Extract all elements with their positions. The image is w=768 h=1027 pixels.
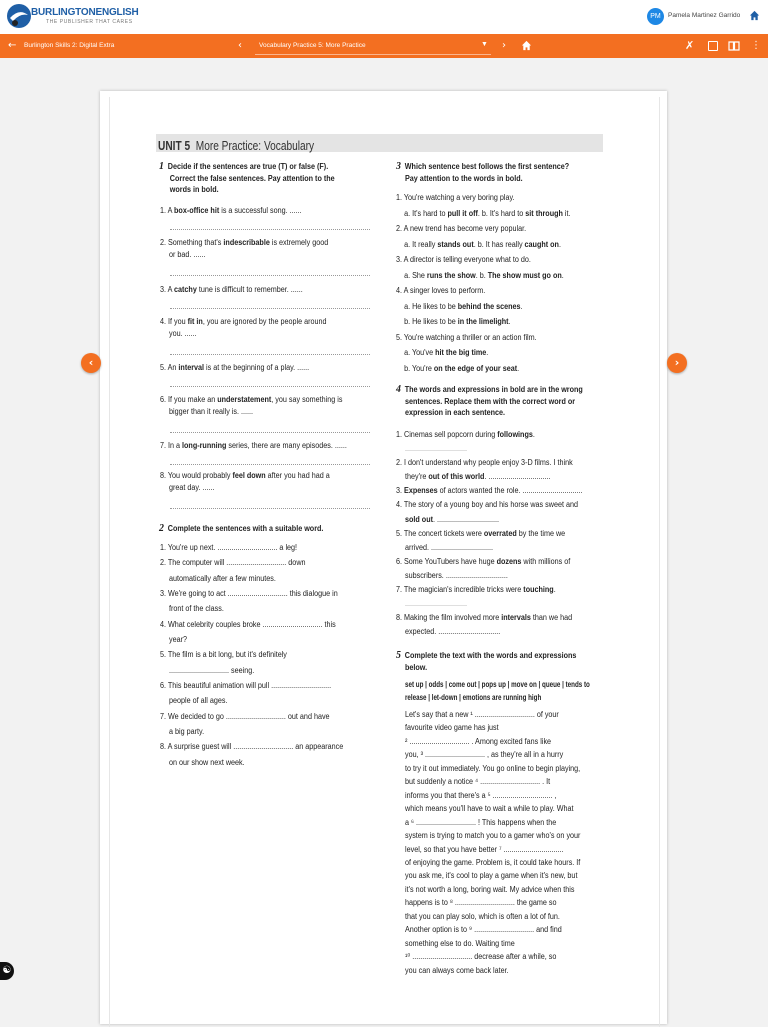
instruction-text: Which sentence best follows the first sentence? bbox=[404, 162, 570, 171]
text-span: something else to do. Waiting time bbox=[405, 938, 515, 948]
text-span: . ............................... bbox=[484, 472, 551, 482]
text-span: but suddenly a notice ⁴ .............................. . It bbox=[405, 777, 551, 787]
text-span: , you say something is bbox=[271, 395, 343, 404]
text-span: 3. A bbox=[160, 285, 175, 294]
text-span: . bbox=[520, 301, 523, 311]
accessibility-icon[interactable]: ☯ bbox=[0, 962, 14, 980]
text-span: . bbox=[553, 585, 556, 595]
text-span: you, ³ .............................. , as they're all in a hurry bbox=[405, 750, 564, 760]
word-bank bbox=[405, 679, 590, 705]
text-span: 4. The story of a young boy and his horse was sweet and bbox=[396, 500, 578, 510]
text-span: a. He likes to be bbox=[404, 301, 458, 311]
text-span: indescribable bbox=[223, 238, 270, 247]
text-span: 7. The magician's incredible tricks were bbox=[396, 585, 524, 595]
text-span: you. ...... bbox=[169, 328, 197, 338]
text-span: 1. A bbox=[160, 206, 175, 215]
text-span: out of this world bbox=[428, 472, 485, 482]
text-span: behind the scenes bbox=[457, 301, 521, 311]
text-span: is extremely good bbox=[269, 238, 329, 247]
instruction-text: Correct the false sentences. Pay attention to the bbox=[169, 173, 335, 183]
instruction-text: Complete the text with the words and expressions bbox=[404, 651, 577, 660]
section-1-item-5 bbox=[160, 362, 309, 374]
answer-line[interactable] bbox=[170, 275, 370, 276]
course-title[interactable]: Burlington Skills 2: Digital Extra bbox=[24, 42, 115, 49]
text-span: 7. We decided to go .............................. out and have bbox=[160, 711, 330, 721]
text-span: 5. The film is a bit long, but it's definitely bbox=[160, 650, 287, 660]
text-span: a. It's hard to bbox=[404, 208, 448, 218]
text-span bbox=[404, 209, 570, 218]
section-1-item-6 bbox=[160, 394, 342, 417]
text-span bbox=[405, 515, 499, 524]
text-span: favourite video game has just bbox=[405, 723, 499, 733]
text-span: a. She bbox=[404, 270, 427, 280]
text-span: you ask me, it's cool to play a game when it's new, but bbox=[405, 871, 578, 881]
instruction-text: Complete the sentences with a suitable word. bbox=[167, 524, 324, 533]
prev-page-button[interactable]: ‹ bbox=[81, 353, 101, 373]
text-span: on the edge of your seat bbox=[433, 363, 518, 373]
text-span: .............................. seeing. bbox=[169, 665, 255, 675]
text-span: long-running bbox=[182, 441, 227, 450]
answer-line[interactable] bbox=[170, 464, 370, 465]
section-1-item-8 bbox=[160, 470, 330, 493]
text-span: 4. If you bbox=[160, 317, 188, 326]
text-span bbox=[396, 585, 556, 594]
instruction-text: Decide if the sentences are true (T) or false (F). bbox=[167, 162, 329, 171]
text-span: 1. You're up next. .............................. a leg! bbox=[160, 543, 298, 552]
text-span: Let's say that a new ¹ .............................. of your bbox=[405, 710, 559, 719]
text-span: 8. A surprise guest will .............................. an appearance bbox=[160, 742, 344, 752]
answer-line[interactable] bbox=[170, 354, 370, 355]
text-span: after you had had a bbox=[265, 471, 330, 480]
text-span: hit the big time bbox=[435, 348, 487, 357]
user-name[interactable]: Pamela Martinez Garrido bbox=[668, 12, 741, 19]
text-span: expected. ............................... bbox=[405, 627, 501, 637]
text-span: great day. ...... bbox=[169, 482, 215, 492]
text-span: ¹⁰ .............................. decrease after a while, so bbox=[405, 952, 557, 962]
text-span: on our show next week. bbox=[169, 757, 245, 767]
text-span: sold out bbox=[405, 514, 433, 524]
text-span: 8. You would probably bbox=[160, 471, 233, 480]
text-span bbox=[396, 557, 570, 566]
instruction-text: Pay attention to the words in bold. bbox=[405, 173, 523, 183]
text-span: which means you'll have to wait a while to play. What bbox=[405, 804, 574, 814]
text-span: 5. The concert tickets were bbox=[396, 528, 484, 538]
text-span bbox=[396, 613, 572, 622]
text-span: 1. Cinemas sell popcorn during bbox=[396, 430, 498, 439]
text-span: 5. You're watching a thriller or an action film. bbox=[396, 332, 537, 342]
text-span: series, there are many episodes. ...... bbox=[226, 441, 347, 450]
text-span: . b. bbox=[475, 270, 488, 280]
text-span: system is trying to match you to a gamer who's on your bbox=[405, 831, 581, 841]
text-span: 2. A new trend has become very popular. bbox=[396, 224, 527, 233]
dropdown-arrow-icon: ▼ bbox=[481, 41, 488, 48]
section-1-item-2 bbox=[160, 237, 328, 260]
section-number: 3 bbox=[396, 160, 401, 172]
text-span: tune is difficult to remember. ...... bbox=[196, 285, 303, 294]
text-span: 4. A singer loves to perform. bbox=[396, 286, 486, 295]
text-span: it. bbox=[562, 208, 571, 218]
text-span: or bad. ...... bbox=[169, 249, 206, 259]
text-span: 6. This beautiful animation will pull .............................. bbox=[160, 681, 332, 691]
text-span: caught on bbox=[524, 239, 559, 249]
text-span: interval bbox=[178, 363, 205, 372]
text-span: . b. It's hard to bbox=[477, 208, 526, 218]
section-number: 1 bbox=[159, 160, 164, 172]
text-span: followings bbox=[497, 430, 533, 439]
text-span: a big party. bbox=[169, 727, 205, 737]
instruction-text: The words and expressions in bold are in the wrong bbox=[404, 385, 583, 394]
prev-lesson-icon[interactable]: ‹ bbox=[238, 40, 242, 51]
unit-subtitle: More Practice: Vocabulary bbox=[195, 138, 315, 153]
text-span: . bbox=[532, 430, 535, 439]
next-page-button[interactable]: › bbox=[667, 353, 687, 373]
text-span: pull it off bbox=[447, 208, 478, 218]
text-span: 2. The computer will .............................. down bbox=[160, 558, 306, 568]
text-span: 3. We're going to act .............................. this dialogue in bbox=[160, 589, 338, 599]
word-bank-line: set up | odds | come out | pops up | move on | queue | tends to bbox=[405, 680, 590, 689]
text-span: touching bbox=[523, 585, 554, 595]
section-2-instructions bbox=[159, 522, 323, 535]
text-span: a. You've bbox=[404, 348, 436, 357]
section-4-instructions bbox=[396, 383, 583, 419]
section-1-item-4 bbox=[160, 316, 327, 339]
text-span: happens is to ⁸ .............................. the game so bbox=[405, 898, 557, 908]
answer-line[interactable] bbox=[170, 308, 370, 309]
next-lesson-icon[interactable]: › bbox=[502, 40, 506, 51]
text-span: 3. A director is telling everyone what to do. bbox=[396, 255, 531, 264]
text-span: a ⁶ .............................. ! This happens when the bbox=[405, 817, 557, 827]
text-span: is at the beginning of a play. ...... bbox=[204, 363, 310, 372]
text-span: Another option is to ⁹ .............................. and find bbox=[405, 925, 562, 935]
text-span bbox=[396, 430, 535, 439]
section-4-items bbox=[396, 428, 582, 639]
section-1-item-7 bbox=[160, 440, 347, 452]
text-span: runs the show bbox=[426, 270, 476, 280]
text-span: 2. I don't understand why people enjoy 3-D films. I think bbox=[396, 458, 573, 468]
answer-line[interactable] bbox=[170, 386, 370, 387]
text-span: arrived. ............................... bbox=[405, 542, 494, 552]
text-span bbox=[396, 529, 565, 538]
instruction-text: words in bold. bbox=[169, 185, 219, 195]
text-span: of enjoying the game. Problem is, it could take hours. If bbox=[405, 857, 581, 867]
text-span: of actors wanted the role. .............................. bbox=[437, 486, 583, 496]
text-span: ² .............................. . Among excited fans like bbox=[405, 736, 552, 746]
section-3-instructions bbox=[396, 160, 569, 184]
text-span: they're bbox=[405, 472, 429, 482]
text-span: Expenses bbox=[404, 486, 438, 496]
text-span: you can always come back later. bbox=[405, 965, 509, 975]
text-span: year? bbox=[169, 635, 188, 645]
word-bank-line: release | let-down | emotions are running high bbox=[405, 692, 542, 702]
text-span: automatically after a few minutes. bbox=[169, 573, 276, 583]
instruction-text: sentences. Replace them with the correct word or bbox=[405, 396, 576, 406]
text-span: . ............................... bbox=[432, 514, 500, 524]
text-span bbox=[404, 302, 522, 311]
text-span: 8. Making the film involved more bbox=[396, 613, 502, 623]
section-1-item-1 bbox=[160, 205, 302, 217]
text-span: The show must go on bbox=[487, 270, 562, 280]
text-span: by the time we bbox=[516, 528, 566, 538]
text-span bbox=[396, 486, 582, 495]
text-span bbox=[404, 240, 561, 249]
instruction-text: expression in each sentence. bbox=[405, 408, 506, 418]
text-span: b. You're bbox=[404, 363, 434, 373]
answer-line[interactable] bbox=[170, 432, 370, 433]
unit-label: UNIT 5 bbox=[158, 138, 191, 153]
text-span: that you can play solo, which is often a lot of fun. bbox=[405, 911, 560, 921]
brand-name: BURLINGTONENGLISH bbox=[31, 7, 139, 18]
text-span: 6. If you make an bbox=[160, 395, 218, 404]
text-span bbox=[404, 271, 564, 280]
answer-line[interactable] bbox=[170, 508, 370, 509]
text-span: 3. bbox=[396, 486, 405, 496]
text-span: it's not worth a long, boring wait. My advice when this bbox=[405, 884, 575, 894]
section-2-items bbox=[160, 540, 343, 770]
text-span: bigger than it really is. ...... bbox=[169, 406, 254, 416]
text-span: front of the class. bbox=[169, 604, 224, 614]
text-span: ............................... bbox=[405, 599, 468, 609]
unit-title bbox=[158, 138, 314, 153]
text-span: . bbox=[558, 239, 561, 249]
section-1-item-3 bbox=[160, 284, 303, 296]
text-span: in the limelight bbox=[457, 317, 509, 326]
text-span: . b. It has really bbox=[473, 239, 525, 249]
text-span: . bbox=[508, 317, 511, 326]
section-3-items bbox=[396, 190, 571, 376]
text-span: box-office hit bbox=[174, 206, 220, 215]
text-span bbox=[404, 317, 510, 326]
section-5-text bbox=[405, 708, 580, 977]
text-span: 2. Something that's bbox=[160, 238, 224, 247]
text-span: . bbox=[517, 363, 520, 373]
section-number: 4 bbox=[396, 383, 401, 395]
text-span: is a successful song. ...... bbox=[219, 206, 302, 215]
text-span: understatement bbox=[217, 395, 272, 404]
text-span: b. He likes to be bbox=[404, 317, 458, 326]
more-menu-icon[interactable]: ⋮ bbox=[751, 40, 761, 51]
section-number: 5 bbox=[396, 649, 401, 661]
text-span: intervals bbox=[501, 613, 531, 623]
instruction-text: below. bbox=[405, 662, 428, 672]
avatar[interactable]: PM bbox=[647, 8, 664, 25]
text-span: than we had bbox=[530, 613, 573, 623]
text-span: people of all ages. bbox=[169, 696, 228, 706]
section-5-instructions bbox=[396, 649, 576, 673]
text-span: . bbox=[486, 348, 489, 357]
section-1-instructions bbox=[159, 160, 335, 196]
answer-line[interactable] bbox=[170, 229, 370, 230]
section-number: 2 bbox=[159, 522, 164, 534]
text-span: to try it out immediately. You go online to begin playing, bbox=[405, 763, 581, 773]
text-span: 7. In a bbox=[160, 441, 183, 450]
text-span: fit in bbox=[187, 317, 203, 326]
text-span: , you are ignored by the people around bbox=[202, 317, 327, 326]
text-span bbox=[404, 364, 519, 373]
text-span: . bbox=[561, 270, 564, 280]
text-span: level, so that you have better ⁷ .............................. bbox=[405, 844, 564, 854]
text-span: 4. What celebrity couples broke .............................. this bbox=[160, 619, 336, 629]
tools-icon[interactable]: ✗ bbox=[685, 39, 695, 52]
back-arrow-icon[interactable]: ← bbox=[8, 40, 17, 51]
text-span: 1. You're watching a very boring play. bbox=[396, 193, 515, 202]
text-span bbox=[404, 348, 488, 357]
text-span: a. It really bbox=[404, 239, 438, 249]
text-span: with millions of bbox=[521, 556, 571, 566]
text-span: stands out bbox=[437, 239, 474, 249]
text-span bbox=[405, 472, 550, 481]
text-span: feel down bbox=[232, 471, 266, 480]
lesson-select-value: Vocabulary Practice 5: More Practice bbox=[259, 42, 366, 49]
text-span: dozens bbox=[496, 556, 522, 566]
text-span: ............................... bbox=[405, 444, 468, 454]
text-span: sit through bbox=[525, 208, 563, 218]
text-span: catchy bbox=[174, 285, 197, 294]
text-span: 5. An bbox=[160, 363, 179, 372]
text-span: overrated bbox=[483, 528, 517, 538]
text-span: subscribers. ............................... bbox=[405, 570, 508, 580]
brand-tagline: THE PUBLISHER THAT CARES bbox=[46, 19, 133, 25]
text-span: 6. Some YouTubers have huge bbox=[396, 556, 497, 566]
text-span: informs you that there's a ⁵ .............................. , bbox=[405, 790, 557, 800]
